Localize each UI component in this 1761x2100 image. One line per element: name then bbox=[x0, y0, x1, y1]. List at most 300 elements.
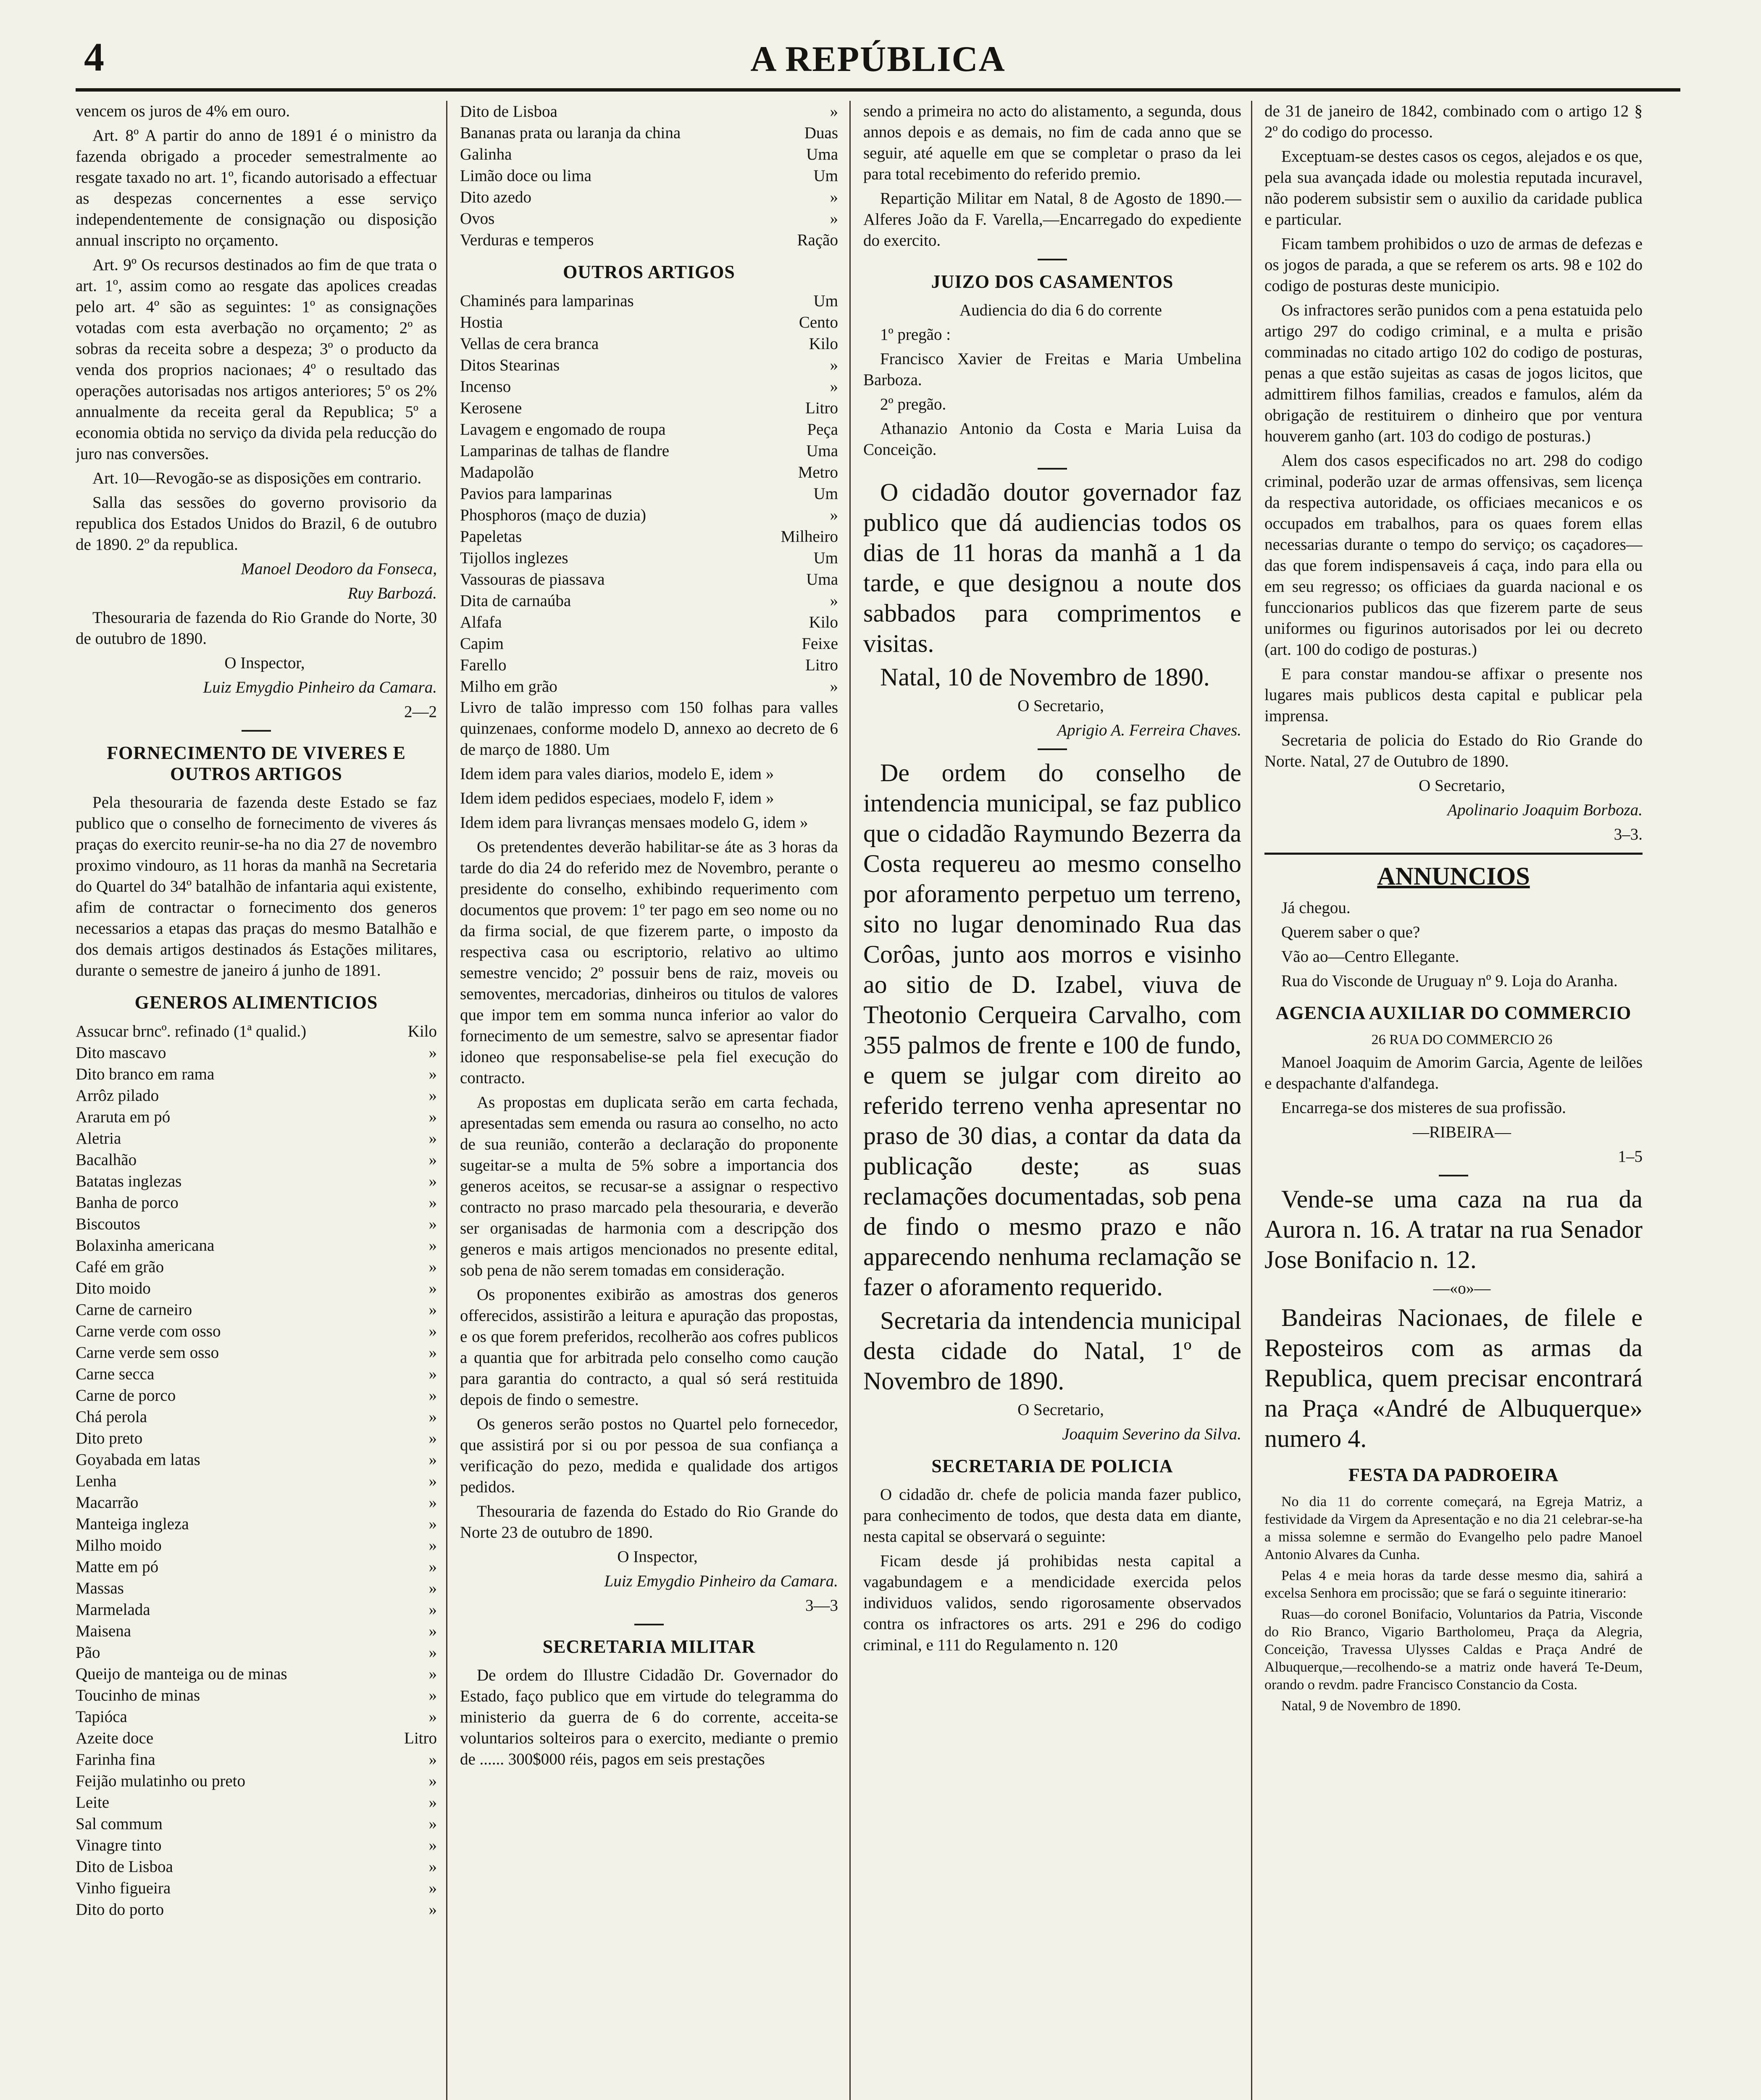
goods-unit: » bbox=[428, 1536, 437, 1554]
goods-name: Goyabada em latas bbox=[76, 1451, 200, 1469]
signature: Manoel Deodoro da Fonseca, bbox=[241, 560, 437, 578]
goods-unit: » bbox=[428, 1815, 437, 1833]
goods-name: Azeite doce bbox=[76, 1729, 154, 1747]
goods-name: Dito de Lisboa bbox=[460, 102, 557, 121]
goods-name: Marmelada bbox=[76, 1601, 150, 1619]
goods-item bbox=[76, 1685, 437, 1706]
goods-item bbox=[76, 1149, 437, 1171]
goods-unit: » bbox=[428, 1751, 437, 1769]
signature: Luiz Emygdio Pinheiro da Camara. bbox=[203, 678, 437, 696]
goods-item bbox=[76, 1599, 437, 1620]
ad-address: 26 RUA DO COMMERCIO 26 bbox=[1371, 1032, 1553, 1047]
goods-name: Dito mascavo bbox=[76, 1044, 166, 1062]
goods-item bbox=[460, 144, 838, 165]
goods-unit: » bbox=[428, 1793, 437, 1811]
insertion-number: 3—3 bbox=[805, 1596, 838, 1614]
goods-item bbox=[76, 1620, 437, 1642]
goods-item bbox=[76, 1406, 437, 1428]
goods-name: Macarrão bbox=[76, 1494, 139, 1512]
goods-unit: Uma bbox=[806, 442, 838, 460]
divider bbox=[1439, 1175, 1468, 1176]
goods-name: Papeletas bbox=[460, 528, 522, 546]
goods-name: Farello bbox=[460, 656, 507, 674]
goods-unit: » bbox=[428, 1601, 437, 1619]
goods-item bbox=[460, 165, 838, 186]
goods-name: Feijão mulatinho ou preto bbox=[76, 1772, 246, 1790]
column-2 bbox=[460, 101, 838, 2100]
goods-name: Pavios para lamparinas bbox=[460, 485, 612, 503]
signature: Joaquim Severino da Silva. bbox=[1062, 1425, 1241, 1443]
goods-item bbox=[76, 1470, 437, 1492]
goods-item bbox=[460, 590, 838, 612]
goods-item bbox=[76, 1727, 437, 1749]
notice-governor: O cidadão doutor governador faz publico que dá audiencias todos os dias de 11 horas da manhã a 1 da tarde, e que designou a noute dos sabbados para comprimentos e visitas. bbox=[863, 478, 1241, 657]
paragraph: Pelas 4 e meia horas da tarde desse mesmo dia, sahirá a excelsa Senhora em procissão; que se fará o seguinte itinerario: bbox=[1264, 1568, 1643, 1601]
signature: Ruy Barbozá. bbox=[347, 584, 437, 602]
paragraph: O cidadão dr. chefe de policia manda fazer publico, para conhecimento de todos, que desta data em diante, nesta capital se observará o seguinte: bbox=[863, 1486, 1241, 1546]
inspector-label: O Inspector, bbox=[617, 1548, 698, 1566]
column-4 bbox=[1264, 101, 1643, 2100]
goods-item bbox=[460, 122, 838, 144]
goods-item bbox=[76, 1192, 437, 1213]
goods-name: Vellas de cera branca bbox=[460, 335, 599, 353]
paragraph: Pela thesouraria de fazenda deste Estado se faz publico que o conselho de fornecimento de viveres ás praças do exercito reunir-se-ha no dia 27 de novembro proximo vindouro, as 11 horas da manhã na Secretaria do Quartel do 34º batalhão de infantaria aqui existente, afim de contractar o fornecimento dos generos necessarios a etapas das praças do mesmo Batalhão e dos demais artigos destinados ás Estações militares, durante o semestre de janeiro á junho de 1891. bbox=[76, 793, 437, 979]
goods-item bbox=[460, 186, 838, 208]
goods-name: Verduras e temperos bbox=[460, 231, 594, 249]
goods-unit: » bbox=[428, 1686, 437, 1704]
goods-item bbox=[76, 1556, 437, 1578]
goods-name: Limão doce ou lima bbox=[460, 167, 591, 185]
goods-unit: » bbox=[428, 1129, 437, 1147]
ad-line: Encarrega-se dos misteres de sua profissão. bbox=[1281, 1099, 1566, 1117]
paragraph: Idem idem pedidos especiaes, modelo F, idem » bbox=[460, 789, 774, 807]
goods-item bbox=[76, 1792, 437, 1813]
goods-unit: » bbox=[428, 1215, 437, 1233]
goods-name: Vassouras de piassava bbox=[460, 570, 605, 588]
notice-municipal: De ordem do conselho de intendencia municipal, se faz publico que o cidadão Raymundo Bezerra da Costa requereu ao mesmo conselho por aforamento perpetuo um terreno, sito no lugar denominado Rua das Corôas, junto aos morros e visinho ao sitio de D. Izabel, viuva de Theotonio Cerqueira Carvalho, com 355 palmos de frente e 100 de fundo, e quem se julgar com direito ao referido terreno venha apresentar no praso de 30 dias, a contar da data da publicação deste; as suas reclamações documentadas, sob pena de findo o mesmo prazo e não apparecendo nenhuma reclamação se fazer o aforamento requerido. bbox=[863, 759, 1241, 1301]
goods-name: Manteiga ingleza bbox=[76, 1515, 189, 1533]
goods-name: Bacalhão bbox=[76, 1151, 137, 1169]
section-heading-annuncios: ANNUNCIOS bbox=[1377, 862, 1530, 890]
divider bbox=[634, 1624, 664, 1625]
goods-name: Carne verde sem osso bbox=[76, 1344, 219, 1362]
goods-unit: » bbox=[428, 1322, 437, 1340]
goods-unit: » bbox=[428, 1494, 437, 1512]
goods-name: Aletria bbox=[76, 1129, 121, 1147]
goods-unit: Uma bbox=[806, 145, 838, 163]
divider bbox=[1264, 853, 1643, 855]
goods-item bbox=[76, 1042, 437, 1063]
paragraph: Salla das sessões do governo provisorio da republica dos Estados Unidos do Brazil, 6 de outubro de 1890. 2º da republica. bbox=[76, 494, 437, 554]
goods-unit: Duas bbox=[804, 124, 838, 142]
goods-unit: » bbox=[428, 1365, 437, 1383]
paragraph: Natal, 9 de Novembro de 1890. bbox=[1281, 1698, 1461, 1714]
goods-item bbox=[76, 1642, 437, 1663]
ad-location: —RIBEIRA— bbox=[1413, 1123, 1511, 1141]
paragraph: As propostas em duplicata serão em carta fechada, apresentadas sem emenda ou rasura ao conselho, no acto de sua reunião, conterão a declaração do proponente sugeitar-se a multa de 5% sobre a importancia dos generos aceitos, se recusar-se a assignar o respectivo contracto no praso marcado pela thesouraria, e deverão ser organisadas de harmonia com a descripção dos generos e mais artigos mencionados no presente edital, sob pena de não serem tomadas em consideração. bbox=[460, 1093, 838, 1279]
goods-item bbox=[76, 1278, 437, 1299]
paragraph: Secretaria de policia do Estado do Rio Grande do Norte. Natal, 27 de Outubro de 1890. bbox=[1264, 731, 1643, 770]
goods-name: Massas bbox=[76, 1579, 124, 1597]
paragraph: Art. 10—Revogão-se as disposições em contrario. bbox=[92, 469, 422, 487]
goods-unit: » bbox=[830, 188, 838, 206]
goods-unit: » bbox=[428, 1622, 437, 1640]
goods-item bbox=[76, 1856, 437, 1877]
section-heading: AGENCIA AUXILIAR DO COMMERCIO bbox=[1275, 1003, 1632, 1023]
insertion-number: 2—2 bbox=[404, 703, 437, 721]
paragraph: Idem idem para livranças mensaes modelo G, idem » bbox=[460, 814, 808, 832]
goods-item bbox=[460, 654, 838, 676]
goods-name: Biscoutos bbox=[76, 1215, 140, 1233]
goods-item bbox=[76, 1256, 437, 1278]
goods-unit: Um bbox=[813, 549, 838, 567]
couple-names: Athanazio Antonio da Costa e Maria Luisa da Conceição. bbox=[863, 420, 1241, 459]
secretary-label: O Secretario, bbox=[1419, 777, 1505, 795]
section-heading: OUTROS ARTIGOS bbox=[563, 262, 735, 282]
paragraph: Os generos serão postos no Quartel pelo fornecedor, que assistirá por si ou por pessoa de sua confiança a verificação do pezo, medida e qualidade dos artigos pedidos. bbox=[460, 1415, 838, 1496]
goods-unit: Feixe bbox=[802, 635, 838, 653]
signature: Apolinario Joaquim Borboza. bbox=[1447, 801, 1643, 819]
paragraph: sendo a primeira no acto do alistamento, a segunda, dous annos depois e as demais, no fim de cada anno que se seguir, até aquelle em que se completar o praso da lei para total recebimento do referido premio. bbox=[863, 102, 1241, 183]
notice-date: Secretaria da intendencia municipal desta cidade do Natal, 1º de Novembro de 1890. bbox=[863, 1307, 1241, 1395]
signature: Luiz Emygdio Pinheiro da Camara. bbox=[604, 1572, 838, 1590]
goods-item bbox=[76, 1449, 437, 1470]
goods-unit: » bbox=[428, 1087, 437, 1105]
goods-unit: Peça bbox=[807, 420, 838, 438]
goods-name: Carne verde com osso bbox=[76, 1322, 221, 1340]
goods-name: Araruta em pó bbox=[76, 1108, 171, 1126]
goods-name: Galinha bbox=[460, 145, 512, 163]
goods-name: Tapióca bbox=[76, 1708, 127, 1726]
goods-name: Carne secca bbox=[76, 1365, 155, 1383]
goods-item bbox=[76, 1749, 437, 1770]
section-heading: FORNECIMENTO DE VIVERES E OUTROS ARTIGOS bbox=[107, 743, 406, 784]
goods-unit: » bbox=[830, 356, 838, 374]
paragraph: Art. 8º A partir do anno de 1891 é o ministro da fazenda obrigado a proceder semestralmente ao resgate taxado no art. 1º, ficando autorisado a effectuar as despezas concernentes a esse serviço independentemente de consignação ou disposição annual inscripto no orçamento. bbox=[76, 126, 437, 249]
goods-name: Milho em grão bbox=[460, 677, 557, 696]
goods-item bbox=[76, 1363, 437, 1385]
goods-unit: » bbox=[830, 102, 838, 121]
goods-name: Milho moido bbox=[76, 1536, 162, 1554]
section-heading: FESTA DA PADROEIRA bbox=[1348, 1465, 1559, 1485]
goods-unit: » bbox=[428, 1836, 437, 1854]
goods-unit: » bbox=[428, 1879, 437, 1897]
secretary-label: O Secretario, bbox=[1017, 697, 1104, 715]
goods-unit: Litro bbox=[805, 656, 838, 674]
goods-unit: Ração bbox=[797, 231, 838, 249]
goods-item bbox=[76, 1513, 437, 1535]
divider bbox=[1038, 259, 1067, 260]
goods-unit: » bbox=[428, 1344, 437, 1362]
paragraph: Idem idem para vales diarios, modelo E, idem » bbox=[460, 765, 774, 783]
goods-name: Alfafa bbox=[460, 613, 502, 631]
goods-name: Ovos bbox=[460, 210, 495, 228]
paragraph: Thesouraria de fazenda do Estado do Rio Grande do Norte 23 de outubro de 1890. bbox=[460, 1502, 838, 1541]
paragraph: Livro de talão impresso com 150 folhas para valles quinzenaes, conforme modelo D, annexo ao decreto de 6 de março de 1880. Um bbox=[460, 698, 838, 759]
column-rule bbox=[446, 101, 447, 2100]
goods-unit: Kilo bbox=[407, 1022, 437, 1040]
divider bbox=[242, 730, 271, 732]
goods-item bbox=[460, 397, 838, 419]
goods-unit: » bbox=[428, 1108, 437, 1126]
goods-name: Arrôz pilado bbox=[76, 1087, 159, 1105]
paragraph: Ficam desde já prohibidas nesta capital a vagabundagem e a mendicidade exercida pelos individuos validos, sendo rigorosamente observados contra os infractores os arts. 291 e 296 do codigo criminal, e 111 do Regulamento n. 120 bbox=[863, 1552, 1241, 1654]
goods-name: Carne de carneiro bbox=[76, 1301, 192, 1319]
goods-unit: Um bbox=[813, 292, 838, 310]
banns-label: 1º pregão : bbox=[880, 326, 951, 344]
ad-line: Vão ao—Centro Ellegante. bbox=[1281, 948, 1459, 966]
goods-name: Dito azedo bbox=[460, 188, 532, 206]
couple-names: Francisco Xavier de Freitas e Maria Umbelina Barboza. bbox=[863, 350, 1241, 389]
paragraph: Art. 9º Os recursos destinados ao fim de que trata o art. 1º, assim como ao resgate das apolices creadas pelo art. 4º são as seguintes: 1º as consignações votadas com esta averbação no orçamento; 2º as sobras da receita sobre a despeza; 3º o producto da venda dos proprios nacionaes; 4º o resultado das operações autorisadas nos artigos anteriores; 5º os 2% annualmente da receita geral da Republica; 5º a economia obtida no serviço da divida pela reducção do juro nas conversões. bbox=[76, 256, 437, 463]
ad-line: Querem saber o que? bbox=[1281, 923, 1420, 941]
paragraph: Os pretendentes deverão habilitar-se áte as 3 horas da tarde do dia 24 do referido mez de Novembro, perante o presidente do conselho, exhibindo requerimento com documentos que provem: 1º ter pago em seo nome ou no da firma social, de que fizerem parte, o imposto da respectiva casa ou escriptorio, relativo ao ultimo semestre vencido; 2º possuir bens de raiz, moveis ou semoventes, mercadorias, dinheiros ou titulos de valores que impor tem em somma nunca inferior ao valor do fornecimento de um semestre, salvo se apresentar fiador idoneo que responsabelise-se pela fiel execução do contracto. bbox=[460, 838, 838, 1087]
goods-item bbox=[460, 333, 838, 354]
goods-name: Lamparinas de talhas de flandre bbox=[460, 442, 670, 460]
goods-name: Toucinho de minas bbox=[76, 1686, 200, 1704]
goods-unit: » bbox=[428, 1065, 437, 1083]
goods-item bbox=[76, 1299, 437, 1320]
goods-name: Maisena bbox=[76, 1622, 131, 1640]
goods-list bbox=[460, 101, 838, 251]
goods-unit: » bbox=[428, 1451, 437, 1469]
paragraph: Ruas—do coronel Bonifacio, Voluntarios da Patria, Visconde do Rio Branco, Vigario Bartholomeu, Praça da Alegria, Conceição, Travessa Ulysses Caldas e Praça André de Albuquerque,—recolhendo-se a matriz onde haverá Te-Deum, orando o revdm. padre Francisco Constancio da Costa. bbox=[1264, 1606, 1643, 1693]
goods-item bbox=[460, 419, 838, 440]
goods-unit: Kilo bbox=[809, 613, 838, 631]
goods-item bbox=[76, 1835, 437, 1856]
goods-name: Kerosene bbox=[460, 399, 522, 417]
goods-name: Pão bbox=[76, 1643, 100, 1662]
goods-item bbox=[460, 526, 838, 547]
goods-item bbox=[460, 101, 838, 122]
goods-item bbox=[76, 1106, 437, 1128]
masthead bbox=[76, 17, 1680, 92]
secretary-label: O Secretario, bbox=[1017, 1401, 1104, 1419]
goods-item bbox=[460, 483, 838, 504]
goods-unit: » bbox=[830, 592, 838, 610]
hearing-date: Audiencia do dia 6 do corrente bbox=[959, 301, 1162, 319]
goods-name: Café em grão bbox=[76, 1258, 164, 1276]
goods-name: Leite bbox=[76, 1793, 110, 1811]
goods-name: Madapolão bbox=[460, 463, 534, 481]
column-rule bbox=[849, 101, 851, 2100]
paragraph: Exceptuam-se destes casos os cegos, alejados e os que, pela sua avançada idade ou molestia reputada incuravel, não poderem subsistir sem o auxilio da caridade publica e particular. bbox=[1264, 147, 1643, 228]
goods-list bbox=[460, 290, 838, 697]
paragraph: de 31 de janeiro de 1842, combinado com o artigo 12 § 2º do codigo do processo. bbox=[1264, 102, 1643, 141]
goods-unit: » bbox=[428, 1279, 437, 1297]
paragraph: E para constar mandou-se affixar o presente nos lugares mais publicos desta capital e publicar pela imprensa. bbox=[1264, 665, 1643, 725]
goods-unit: » bbox=[830, 506, 838, 524]
goods-unit: Cento bbox=[799, 313, 838, 331]
paragraph: Ficam tambem prohibidos o uzo de armas de defezas e os jogos de parada, a que se referem os arts. 98 e 102 do codigo de posturas deste municipio. bbox=[1264, 235, 1643, 295]
goods-name: Lenha bbox=[76, 1472, 117, 1490]
goods-item bbox=[460, 462, 838, 483]
goods-item bbox=[460, 290, 838, 312]
goods-unit: Litro bbox=[404, 1729, 437, 1747]
goods-item bbox=[76, 1213, 437, 1235]
goods-unit: » bbox=[428, 1172, 437, 1190]
goods-name: Phosphoros (maço de duzia) bbox=[460, 506, 646, 524]
goods-item bbox=[76, 1085, 437, 1106]
goods-name: Sal commum bbox=[76, 1815, 163, 1833]
insertion-number: 1–5 bbox=[1618, 1147, 1643, 1166]
goods-item bbox=[76, 1899, 437, 1920]
goods-unit: » bbox=[428, 1643, 437, 1662]
goods-item bbox=[76, 1320, 437, 1342]
goods-item bbox=[76, 1171, 437, 1192]
column-1 bbox=[76, 101, 437, 2100]
goods-unit: » bbox=[830, 378, 838, 396]
goods-item bbox=[76, 1342, 437, 1363]
goods-name: Bananas prata ou laranja da china bbox=[460, 124, 681, 142]
page-number: 4 bbox=[84, 34, 104, 79]
paragraph: Os proponentes exibirão as amostras dos generos offerecidos, assistirão a leitura e apuração das propostas, e os que forem preferidos, recolherão aos cofres publicos a quantia que for arbitrada pelo conselho como caução para garantia do contracto, a qual só será restituida depois de findo o semestre. bbox=[460, 1286, 838, 1409]
goods-item bbox=[460, 354, 838, 376]
paragraph: De ordem do Illustre Cidadão Dr. Governador do Estado, faço publico que em virtude do telegramma do ministerio da guerra de 6 do corrente, acceita-se voluntarios solteiros para o exercito, mediante o premio de ...... 300$000 réis, pagos em seis prestações bbox=[460, 1666, 838, 1768]
banns-label: 2º pregão. bbox=[880, 395, 946, 413]
paragraph: Thesouraria de fazenda do Rio Grande do Norte, 30 de outubro de 1890. bbox=[76, 609, 437, 648]
goods-name: Banha de porco bbox=[76, 1194, 179, 1212]
goods-item bbox=[460, 208, 838, 229]
goods-unit: Um bbox=[813, 167, 838, 185]
goods-unit: » bbox=[428, 1472, 437, 1490]
goods-unit: » bbox=[428, 1708, 437, 1726]
goods-item bbox=[76, 1385, 437, 1406]
goods-unit: » bbox=[428, 1858, 437, 1876]
section-heading: JUIZO DOS CASAMENTOS bbox=[931, 271, 1174, 292]
paragraph: Os infractores serão punidos com a pena estatuida pelo artigo 297 do codigo criminal, e a multa e prisão comminadas no citado artigo 102 do codigo de posturas, penas a que estão sujeitas as casas de jogos licitos, que admittirem filhos familias, creados e famulos, além da obrigação de restituirem o dinheiro que por ventura houverem ganho (art. 103 do codigo de posturas.) bbox=[1264, 301, 1643, 445]
goods-unit: Um bbox=[813, 485, 838, 503]
goods-item bbox=[76, 1021, 437, 1042]
divider bbox=[1038, 748, 1067, 750]
goods-name: Capim bbox=[460, 635, 504, 653]
section-heading: GENEROS ALIMENTICIOS bbox=[134, 992, 378, 1013]
goods-item bbox=[76, 1877, 437, 1899]
signature: Aprigio A. Ferreira Chaves. bbox=[1057, 721, 1241, 739]
goods-item bbox=[460, 504, 838, 526]
goods-item bbox=[76, 1535, 437, 1556]
goods-unit: » bbox=[428, 1579, 437, 1597]
goods-item bbox=[460, 676, 838, 697]
ad-line: Já chegou. bbox=[1281, 899, 1351, 917]
goods-name: Dito do porto bbox=[76, 1900, 164, 1919]
insertion-number: 3–3. bbox=[1614, 825, 1643, 843]
goods-item bbox=[460, 376, 838, 397]
goods-name: Batatas inglezas bbox=[76, 1172, 182, 1190]
goods-item bbox=[460, 229, 838, 251]
goods-unit: Litro bbox=[805, 399, 838, 417]
goods-unit: » bbox=[428, 1900, 437, 1919]
goods-item bbox=[76, 1706, 437, 1727]
goods-name: Dito moido bbox=[76, 1279, 151, 1297]
ad-line: Manoel Joaquim de Amorim Garcia, Agente de leilões e despachante d'alfandega. bbox=[1264, 1053, 1643, 1092]
goods-unit: » bbox=[428, 1386, 437, 1404]
goods-item bbox=[460, 440, 838, 462]
notice-date: Natal, 10 de Novembro de 1890. bbox=[880, 663, 1210, 691]
paragraph: vencem os juros de 4% em ouro. bbox=[76, 102, 290, 120]
divider bbox=[1038, 468, 1067, 470]
goods-unit: » bbox=[428, 1408, 437, 1426]
paragraph: Repartição Militar em Natal, 8 de Agosto de 1890.—Alferes João da F. Varella,—Encarregado do expediente do exercito. bbox=[863, 189, 1241, 249]
goods-name: Vinho figueira bbox=[76, 1879, 171, 1897]
goods-list bbox=[76, 1021, 437, 1920]
inspector-label: O Inspector, bbox=[224, 654, 305, 672]
goods-unit: » bbox=[428, 1665, 437, 1683]
goods-item bbox=[76, 1428, 437, 1449]
goods-item bbox=[460, 569, 838, 590]
separator: —«o»— bbox=[1433, 1279, 1491, 1297]
goods-item bbox=[76, 1663, 437, 1685]
section-heading: SECRETARIA DE POLICIA bbox=[931, 1456, 1173, 1476]
goods-item bbox=[76, 1578, 437, 1599]
goods-name: Dita de carnaúba bbox=[460, 592, 571, 610]
column-rule bbox=[1251, 101, 1252, 2100]
paragraph: Alem dos casos especificados no art. 298 do codigo criminal, poderão uzar de armas offensivas, sem licença da respectiva autoridade, os officiaes mecanicos e os occupados em trabalhos, para os quaes forem ellas necessarias durante o tempo do serviço; os caçadores—das que forem indispensaveis á caça, indo para ella ou em seu regresso; os officiaes da guarda nacional e os funccionarios publicos das que fizerem parte de seus uniformes ou figurinos autorisados por lei ou decreto (art. 100 do codigo de posturas.) bbox=[1264, 452, 1643, 659]
goods-name: Ditos Stearinas bbox=[460, 356, 560, 374]
goods-unit: Metro bbox=[798, 463, 838, 481]
goods-unit: » bbox=[428, 1258, 437, 1276]
goods-item bbox=[460, 312, 838, 333]
goods-name: Hostia bbox=[460, 313, 503, 331]
goods-unit: » bbox=[428, 1194, 437, 1212]
goods-name: Bolaxinha americana bbox=[76, 1236, 215, 1255]
newspaper-title: A REPÚBLICA bbox=[750, 39, 1006, 79]
goods-item bbox=[76, 1128, 437, 1149]
goods-name: Dito preto bbox=[76, 1429, 143, 1447]
goods-unit: Uma bbox=[806, 570, 838, 588]
goods-unit: » bbox=[428, 1515, 437, 1533]
goods-name: Assucar brncº. refinado (1ª qualid.) bbox=[76, 1022, 307, 1040]
goods-unit: » bbox=[830, 210, 838, 228]
ad-flags: Bandeiras Nacionaes, de filele e Reposteiros com as armas da Republica, quem precisar encontrará na Praça «André de Albuquerque» numero 4. bbox=[1264, 1304, 1643, 1452]
goods-unit: » bbox=[830, 677, 838, 696]
goods-unit: » bbox=[428, 1044, 437, 1062]
goods-unit: » bbox=[428, 1151, 437, 1169]
goods-unit: » bbox=[428, 1236, 437, 1255]
goods-name: Incenso bbox=[460, 378, 511, 396]
goods-name: Vinagre tinto bbox=[76, 1836, 162, 1854]
goods-item bbox=[76, 1235, 437, 1256]
goods-name: Chá perola bbox=[76, 1408, 147, 1426]
goods-name: Dito de Lisboa bbox=[76, 1858, 173, 1876]
goods-unit: Milheiro bbox=[781, 528, 838, 546]
goods-unit: » bbox=[428, 1558, 437, 1576]
ad-line: Rua do Visconde de Uruguay nº 9. Loja do Aranha. bbox=[1281, 972, 1618, 990]
section-heading: SECRETARIA MILITAR bbox=[542, 1636, 756, 1657]
goods-item bbox=[460, 612, 838, 633]
goods-unit: » bbox=[428, 1772, 437, 1790]
goods-unit: » bbox=[428, 1429, 437, 1447]
goods-name: Tijollos inglezes bbox=[460, 549, 568, 567]
goods-unit: » bbox=[428, 1301, 437, 1319]
goods-item bbox=[460, 547, 838, 569]
goods-item bbox=[460, 633, 838, 654]
goods-item bbox=[76, 1813, 437, 1835]
goods-item bbox=[76, 1770, 437, 1792]
goods-item bbox=[76, 1492, 437, 1513]
column-3 bbox=[863, 101, 1241, 2100]
goods-name: Dito branco em rama bbox=[76, 1065, 215, 1083]
paragraph: No dia 11 do corrente começará, na Egreja Matriz, a festividade da Virgem da Apresentação e no dia 21 celebrar-se-ha a missa solemne e sermão do Evangelho pelo padre Manoel Antonio Alvares da Cunha. bbox=[1264, 1494, 1643, 1562]
ad-house-sale: Vende-se uma caza na rua da Aurora n. 16. A tratar na rua Senador Jose Bonifacio n. 12. bbox=[1264, 1185, 1643, 1273]
goods-unit: Kilo bbox=[809, 335, 838, 353]
goods-name: Queijo de manteiga ou de minas bbox=[76, 1665, 287, 1683]
goods-name: Farinha fina bbox=[76, 1751, 155, 1769]
goods-name: Matte em pó bbox=[76, 1558, 159, 1576]
goods-name: Carne de porco bbox=[76, 1386, 176, 1404]
goods-name: Chaminés para lamparinas bbox=[460, 292, 634, 310]
goods-name: Lavagem e engomado de roupa bbox=[460, 420, 666, 438]
